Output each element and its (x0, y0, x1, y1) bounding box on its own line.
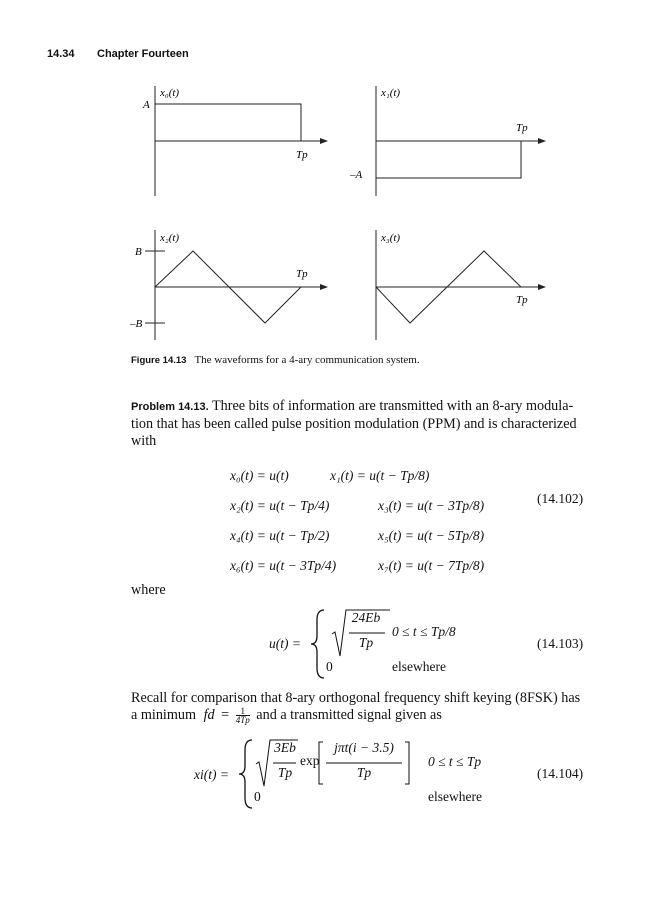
plot-x2-pos: B (135, 246, 142, 258)
recall-paragraph: Recall for comparison that 8-ary orthogonal frequency shift keying (8FSK) has a minimum fd = $\frac{1}{4Tp}$ and a transmitted signal given as (131, 690, 616, 724)
eq104-zero: 0 (254, 789, 261, 804)
caption-label: Figure 14.13 (131, 355, 187, 366)
eq104-cond1: 0 ≤ t ≤ Tp (428, 754, 482, 769)
eq102-x1: x₁(t) = u(t − Tp/8) (330, 468, 430, 483)
plot-x2 (129, 230, 327, 340)
eq-14-102 (230, 461, 484, 581)
figure-14-13 (0, 0, 664, 370)
eq102-x4: x₄(t) = u(t − Tp/2) (230, 528, 330, 543)
figure-caption (131, 350, 420, 368)
eq103-numerator: 24Eb (351, 610, 381, 625)
plot-x2-tp: Tp (296, 268, 308, 280)
eq102-x5: x₅(t) = u(t − 5Tp/8) (378, 528, 485, 543)
plot-x0-ylabel: x₀(t) (160, 87, 180, 99)
eq103-number: (14.103) (537, 636, 584, 651)
plot-x2-neg: –B (130, 318, 143, 330)
recall-frac-num: 1 (236, 707, 250, 716)
plot-x3-ylabel: x₃(t) (381, 232, 401, 244)
plot-x3-tp: Tp (516, 294, 528, 306)
problem-line-3: with (131, 433, 157, 449)
recall-frac-den: 4Tp (235, 715, 250, 726)
eq102-x3: x₃(t) = u(t − 3Tp/8) (378, 498, 485, 513)
eq102-x6: x₆(t) = u(t − 3Tp/4) (230, 558, 337, 573)
eq102-x2: x₂(t) = u(t − Tp/4) (230, 498, 330, 513)
eq104-exp: exp (300, 753, 320, 768)
recall-line-2b: and a transmitted signal given as (256, 707, 442, 723)
eq103-zero: 0 (326, 659, 333, 674)
eq103-lhs: u(t) = (269, 636, 301, 651)
eq104-lhs: xi(t) = (194, 767, 229, 782)
eq103-denominator: Tp (358, 635, 374, 650)
plot-x0 (142, 86, 327, 196)
problem-label: Problem 14.13. (131, 401, 209, 413)
recall-minimum: a minimum (131, 707, 197, 723)
plot-x2-ylabel: x₂(t) (160, 232, 180, 244)
page-number: 14.34 (47, 48, 75, 60)
recall-line-1: Recall for comparison that 8-ary orthogonal frequency shift keying (8FSK) has (131, 690, 581, 706)
plot-x1-tp: Tp (516, 122, 528, 134)
recall-fd: fd (203, 707, 215, 723)
eq104-cond2: elsewhere (428, 789, 482, 804)
eq103-cond2: elsewhere (392, 659, 446, 674)
eq103-cond1: 0 ≤ t ≤ Tp/8 (392, 624, 456, 639)
plot-x1-level: –A (350, 169, 363, 181)
problem-line-2: tion that has been called pulse position modulation (PPM) and is characterized (131, 416, 577, 432)
problem-paragraph (131, 398, 616, 450)
plot-x0-level: A (143, 99, 150, 111)
eq104-denominator: Tp (277, 765, 293, 780)
eq104-number: (14.104) (537, 766, 584, 781)
plot-x1-ylabel: x₁(t) (381, 87, 401, 99)
chapter-title: Chapter Fourteen (97, 48, 189, 60)
eq102-number: (14.102) (537, 491, 584, 506)
recall-fraction (236, 707, 250, 724)
plot-x0-tp: Tp (296, 149, 308, 161)
where-text: where (131, 582, 166, 598)
caption-text: The waveforms for a 4-ary communication system. (194, 354, 420, 366)
plot-x3 (376, 230, 545, 340)
eq104-numerator: 3Eb (274, 740, 296, 755)
eq104-exp-numerator: jπt(i − 3.5) (334, 740, 394, 755)
eq104-exp-denominator: Tp (356, 765, 372, 780)
eq102-x0: x₀(t) = u(t) (230, 468, 289, 483)
problem-line-1: Three bits of information are transmitted with an 8-ary modula- (211, 398, 574, 414)
eq102-x7: x₇(t) = u(t − 7Tp/8) (378, 558, 485, 573)
plot-x1 (349, 86, 545, 196)
